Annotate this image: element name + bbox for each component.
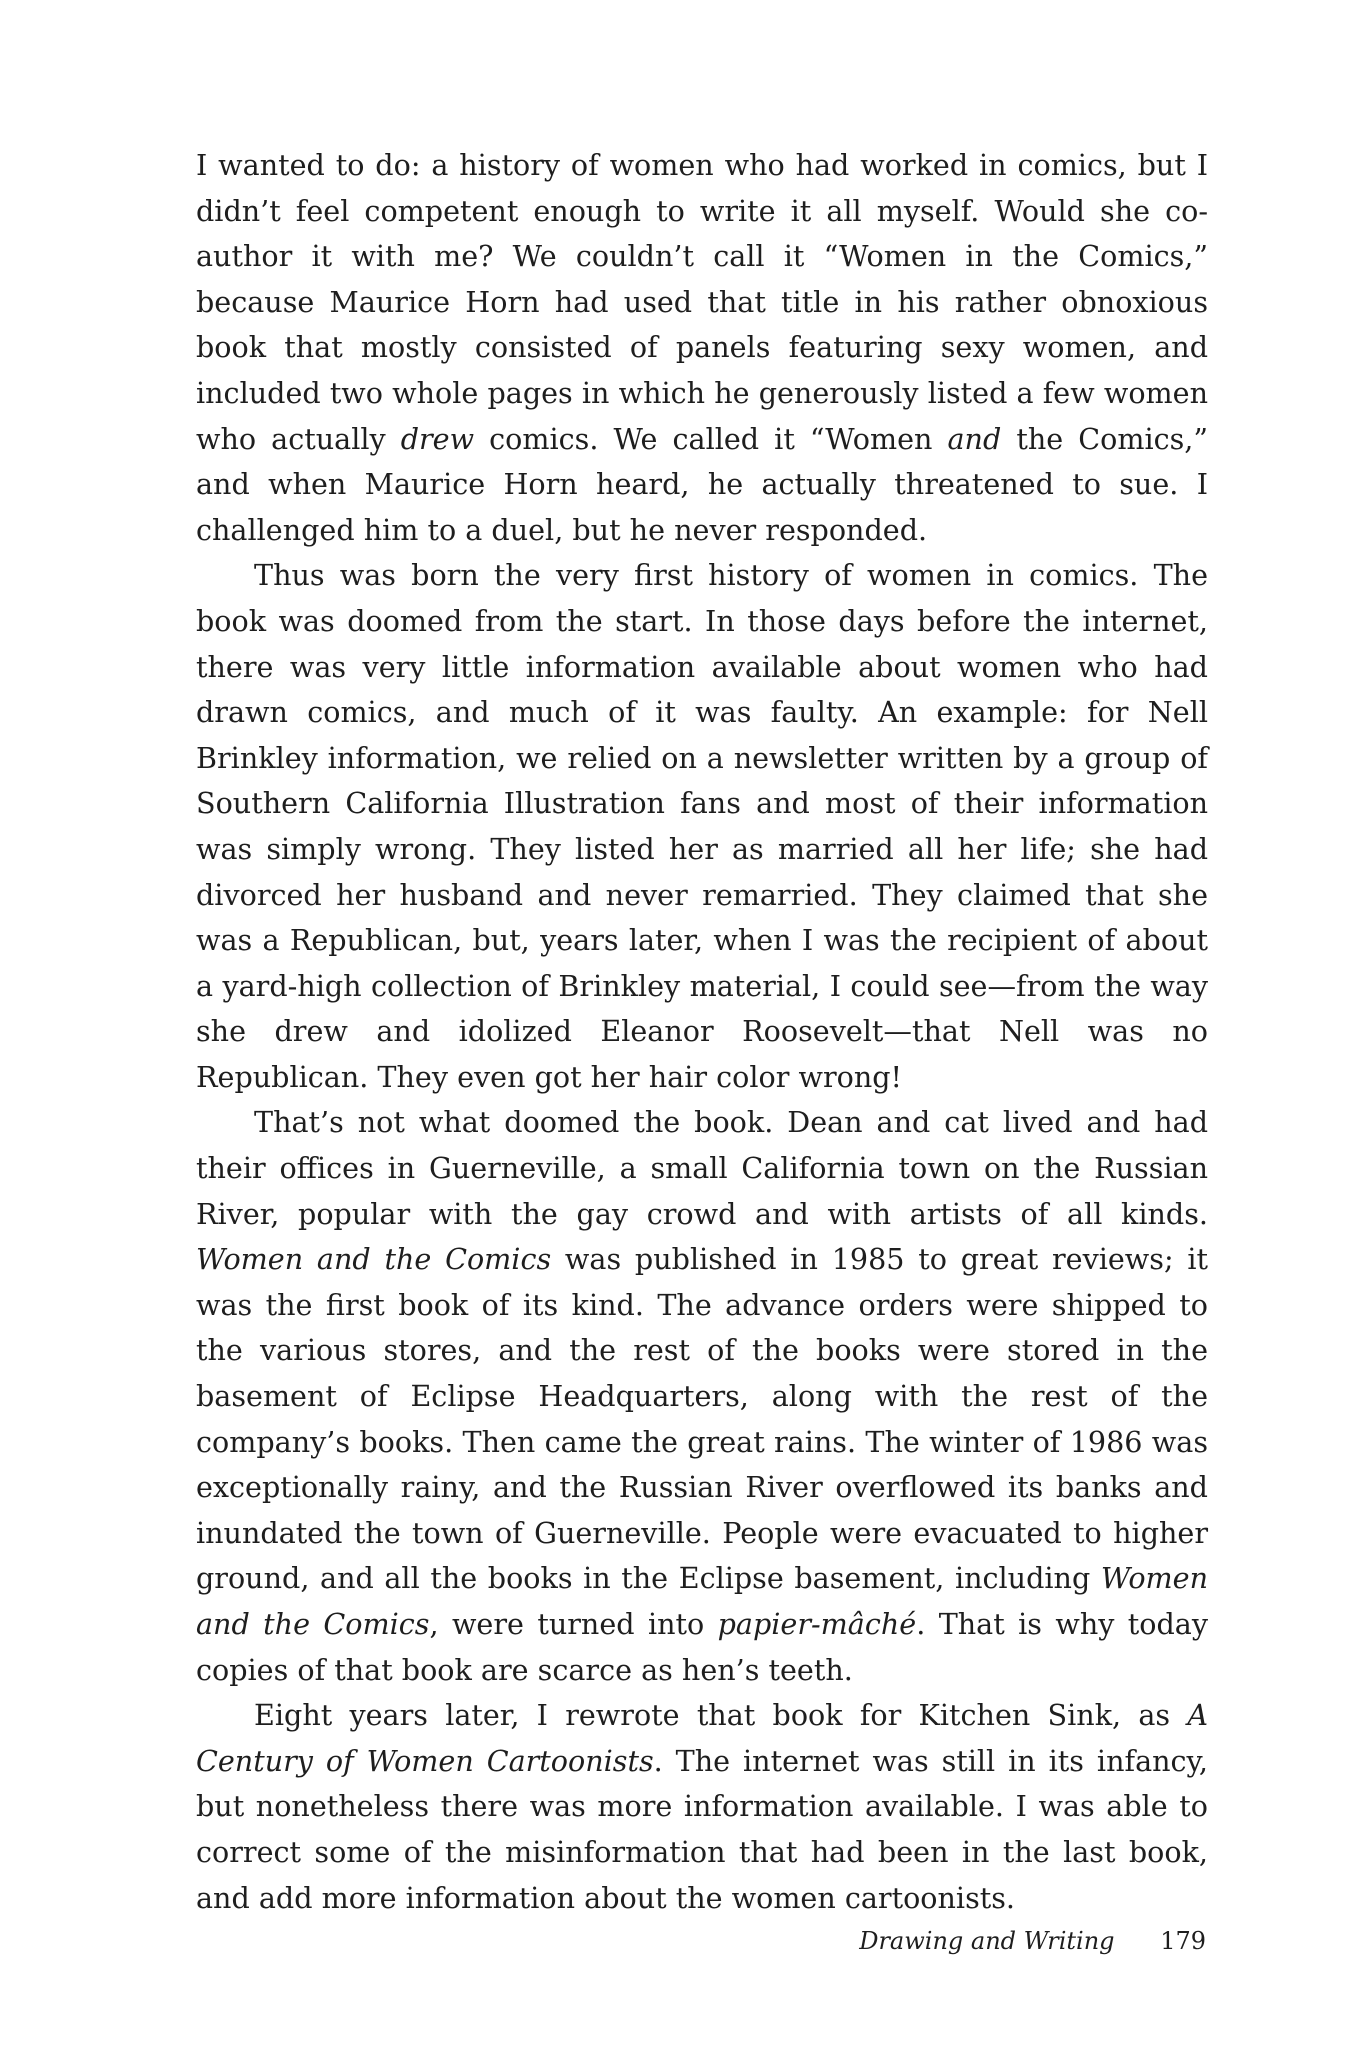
paragraph-3 <box>196 1100 1208 1693</box>
italic-text-run: drew <box>400 421 475 456</box>
text-run: , were turned into <box>429 1607 718 1641</box>
paragraph-4 <box>196 1693 1208 1921</box>
text-run: . That is why today copies of that book are scarce as hen’s teeth. <box>196 1607 1208 1687</box>
running-title: Drawing and Writing <box>859 1927 1115 1955</box>
text-run: Eight years later, I rewrote that book for Kitchen Sink, as <box>254 1698 1188 1733</box>
text-run: was published in 1985 to great reviews; it was the first book of its kind. The advance orders were shipped to the various stores, and the rest of the books were stored in the basement of Eclipse Headquarters, along with the rest of the company’s books. Then came the great rains. The winter of 1986 was exceptionally rainy, and the Russian River overflowed its banks and inundated the town of Guerneville. People were evacuated to higher ground, and all the books in the Eclipse basement, including <box>196 1242 1208 1596</box>
italic-text-run: and <box>947 421 1002 456</box>
text-run: comics. We called it “Women <box>474 421 948 456</box>
text-run: Thus was born the very first history of women in comics. The book was doomed from the start. In those days before the internet, there was very little information available about women who had drawn comics, and much of it was faulty. An example: for Nell Brinkley information, we relied on a newsletter written by a group of Southern California Illustration fans and most of their information was simply wrong. They listed her as married all her life; she had divorced her husband and never remarried. They claimed that she was a Republican, but, years later, when I was the recipient of about a yard-high collection of Brinkley material, I could see—from the way she drew and idolized Eleanor Roosevelt—that Nell was no Republican. They even got her hair color wrong! <box>196 558 1208 1094</box>
paragraph-2 <box>196 553 1208 1100</box>
page-number: 179 <box>1160 1927 1206 1955</box>
italic-text-run: A Century of Women Cartoonists <box>196 1698 1208 1778</box>
page-footer <box>859 1927 1206 1955</box>
italic-text-run: Women and the Comics <box>196 1561 1208 1641</box>
text-run: I wanted to do: a history of women who had worked in comics, but I didn’t feel competent enough to write it all myself. Would she co-author it with me? We couldn’t call it “Women in the Comics,” because Maurice Horn had used that title in his rather obnoxious book that mostly consisted of panels featuring sexy women, and included two whole pages in which he generously listed a few women who actually <box>196 148 1208 456</box>
text-run: the Comics,” and when Maurice Horn heard, he actually threatened to sue. I challenged him to a duel, but he never responded. <box>196 421 1208 547</box>
italic-text-run: Women and the Comics <box>196 1242 552 1277</box>
text-run: That’s not what doomed the book. Dean and cat lived and had their offices in Guerneville, a small California town on the Russian River, popular with the gay crowd and with artists of all kinds. <box>196 1105 1208 1231</box>
text-run: . The internet was still in its infancy, but nonetheless there was more information available. I was able to correct some of the misinformation that had been in the last book, and add more information about the women cartoonists. <box>196 1743 1208 1915</box>
italic-text-run: papier-mâché <box>717 1607 917 1641</box>
paragraph-1 <box>196 143 1208 553</box>
body-text <box>196 143 1208 1921</box>
